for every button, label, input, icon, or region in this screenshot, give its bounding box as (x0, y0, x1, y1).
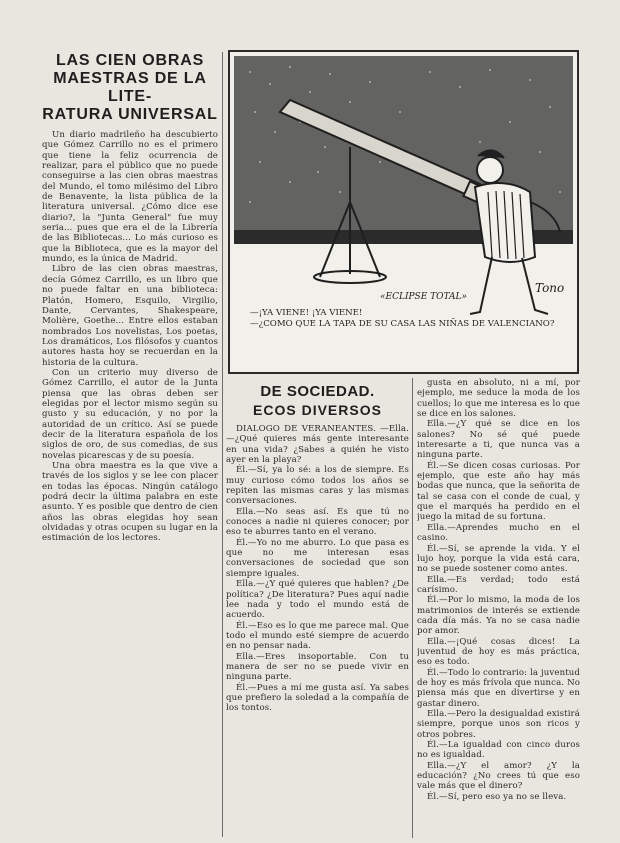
dialogue-paragraph: Él.—Sí, pero eso ya no se lleva. (427, 791, 567, 802)
cartoon-signature: Tono (535, 281, 565, 295)
dialogue-body (417, 378, 580, 802)
society-body (226, 424, 409, 714)
article-paragraph: Libro de las cien obras maestras, decía Gómez Carrillo, es un libro que no puede faltar en una biblioteca: Platón, Homero, Esquilo, Virgilio, Dante, Cervantes, Shakespeare, Molière, Goethe... Entre ellos estaban nombrados Los novelistas, Los poetas, Los dramáticos, Los filósofos y cuantos autores hasta hoy se recuerdan en la historia de la cultura. (42, 264, 218, 368)
society-paragraph: Él.—Sí, ya lo sé: a los de siempre. Es muy curioso cómo todos los años se repiten las mismas caras y las mismas conversaciones. (226, 465, 409, 507)
dialogue-paragraph: Él.—Por lo mismo, la moda de los matrimonios de interés se extiende cada día más. Ya no se casa nadie por amor. (417, 595, 580, 637)
dialogue-paragraph: Ella.—Aprendes mucho en el casino. (417, 522, 580, 544)
society-column (226, 378, 409, 838)
society-paragraph: Ella.—No seas así. Es que tú no conoces a nadie ni quieres conocer; por eso te aburres tanto en el verano. (226, 506, 409, 538)
dialogue-paragraph: Ella.—Pero la desigualdad existirá siempre, porque unos son ricos y otros pobres. (417, 709, 580, 740)
society-paragraph: Él.—Yo no me aburro. Lo que pasa es que no me interesan esas conversaciones de sociedad que son siempre iguales. (226, 537, 409, 579)
headline-line: MAESTRAS DE LA LITE- (53, 70, 207, 105)
dialogue-paragraph: Él.—Todo lo contrario: la juventud de hoy es más frívola que nunca. No piensa más que en divertirse y en gastar dinero. (417, 667, 580, 709)
article-paragraph: Una obra maestra es la que vive a través de los siglos y se lee con placer en todas las épocas. Ningún catálogo podrá decir la última palabra en este asunto. Y es posible que dentro de cien años las obras elegidas hoy sean olvidadas y otras ocupen su lugar en la estimación de los lectores. (42, 461, 218, 544)
dialogue-paragraph: Él.—Se dicen cosas curiosas. Por ejemplo, que este año hay más bodas que nunca, que la señorita de tal se casa con el conde de cual, y que el marqués ha perdido en el juego la mitad de su fortuna. (417, 460, 580, 523)
society-paragraph: Él.—Pues a mí me gusta así. Ya sabes que prefiero la soledad a la compañía de los tontos. (226, 682, 409, 714)
caption-line: —¿COMO QUE LA TAPA DE SU CASA LAS NIÑAS DE VALENCIANO? (250, 319, 555, 329)
dialogue-paragraph: Él.—Sí, se aprende la vida. Y el lujo hoy, porque la vida está cara, no se puede sostener como antes. (417, 543, 580, 575)
article-headline (42, 52, 218, 124)
article-paragraph: Un diario madrileño ha descubierto que Gómez Carrillo no es el primero que tiene la feliz ocurrencia de realizar, para el público que no puede conseguirse a las cien obras maestras del Mundo, el tomo milésimo del Libro de Benavente, la lista pública de la literatura universal. ¿Cómo dice ese diario?, la "Junta General" fue muy seria... pues que era el de la Librería de las Bibliotecas... Lo más curioso es que la Biblioteca, que es la mayor del mundo, es la única de Madrid. (42, 130, 218, 265)
column-divider (412, 378, 413, 838)
dialogue-paragraph: Ella.—¿Y qué se dice en los salones? No sé qué puede interesarte a ti, que nunca vas a ninguna parte. (417, 419, 580, 461)
society-paragraph: DIALOGO DE VERANEANTES. —Ella.—¿Qué quieres más gente interesante en una vida? ¿Sabes a quién he visto ayer en la playa? (226, 424, 409, 466)
society-paragraph: Ella.—Eres insoportable. Con tu manera de ser no se puede vivir en ninguna parte. (226, 651, 409, 683)
dialogue-paragraph: Ella.—¿Y el amor? ¿Y la educación? ¿No crees tú que eso vale más que el dinero? (417, 760, 580, 792)
dialogue-paragraph: Él.—La igualdad con cinco duros no es igualdad. (417, 740, 580, 761)
society-paragraph: Ella.—¿Y qué quieres que hablen? ¿De política? ¿De literatura? Pues aquí nadie lee nada y todo el mundo está de acuerdo. (226, 579, 409, 621)
article-paragraph: Con un criterio muy diverso de Gómez Carrillo, el autor de la Junta piensa que las obras deben ser elegidas por el lector mismo según su gusto y su educación, y no por la autoridad de un crítico. Así se puede decir de la literatura española de los siglos de oro, de sus comedias, de sus novelas picarescas y de su poesía. (42, 367, 218, 461)
caption-line: —¡YA VIENE! ¡YA VIENE! (250, 308, 363, 318)
headline-line: RATURA UNIVERSAL (42, 106, 218, 123)
cartoon-caption-title: «ECLIPSE TOTAL» (380, 292, 468, 302)
society-paragraph: Él.—Eso es lo que me parece mal. Que todo el mundo esté siempre de acuerdo en no pensar nada. (226, 620, 409, 652)
headline-line: LAS CIEN OBRAS (55, 52, 205, 69)
dialogue-paragraph: Ella.—Es verdad; todo está carísimo. (417, 574, 580, 595)
article-column (42, 52, 218, 822)
society-subtitle: ECOS DIVERSOS (253, 402, 382, 418)
cartoon-caption (250, 308, 570, 330)
society-title: DE SOCIEDAD. (260, 383, 375, 400)
column-divider (222, 52, 223, 837)
cartoon-illustration (228, 50, 579, 374)
article-body (42, 130, 218, 544)
dialogue-paragraph: Ella.—¡Qué cosas dices! La juventud de hoy es más práctica, eso es todo. (417, 636, 580, 668)
dialogue-column (417, 378, 580, 838)
dialogue-paragraph: gusta en absoluto, ni a mí, por ejemplo, me seduce la moda de los cuellos; lo que me interesa es lo que se dice en los salones. (417, 378, 580, 420)
